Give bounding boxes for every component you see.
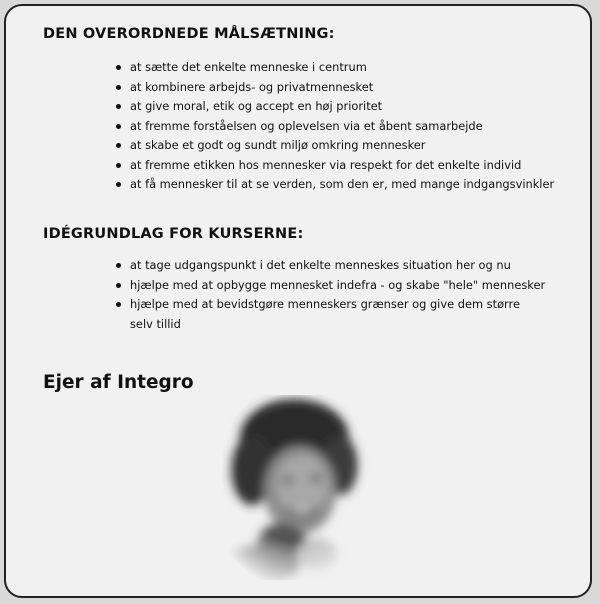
section-heading-goals: DEN OVERORDNEDE MÅLSÆTNING: [43, 26, 335, 42]
owner-portrait-photo [222, 395, 372, 580]
owner-heading: Ejer af Integro [43, 372, 194, 393]
goals-list [116, 58, 554, 195]
list-item: at fremme etikken hos mennesker via respekt for det enkelte individ [116, 156, 554, 176]
list-item: at få mennesker til at se verden, som den er, med mange indgangsvinkler [116, 175, 554, 195]
list-item: at give moral, etik og accept en høj prioritet [116, 97, 554, 117]
list-item: at fremme forståelsen og oplevelsen via et åbent samarbejde [116, 117, 554, 137]
list-item: at skabe et godt og sundt miljø omkring mennesker [116, 136, 554, 156]
course-basis-list [116, 256, 546, 334]
list-item: hjælpe med at opbygge mennesket indefra - og skabe "hele" mennesker [116, 276, 546, 296]
list-item: at sætte det enkelte menneske i centrum [116, 58, 554, 78]
list-item: hjælpe med at bevidstgøre menneskers grænser og give dem større selv tillid [116, 295, 546, 334]
section-heading-course-basis: IDÉGRUNDLAG FOR KURSERNE: [43, 226, 304, 242]
list-item: at tage udgangspunkt i det enkelte menneskes situation her og nu [116, 256, 546, 276]
list-item: at kombinere arbejds- og privatmennesket [116, 78, 554, 98]
